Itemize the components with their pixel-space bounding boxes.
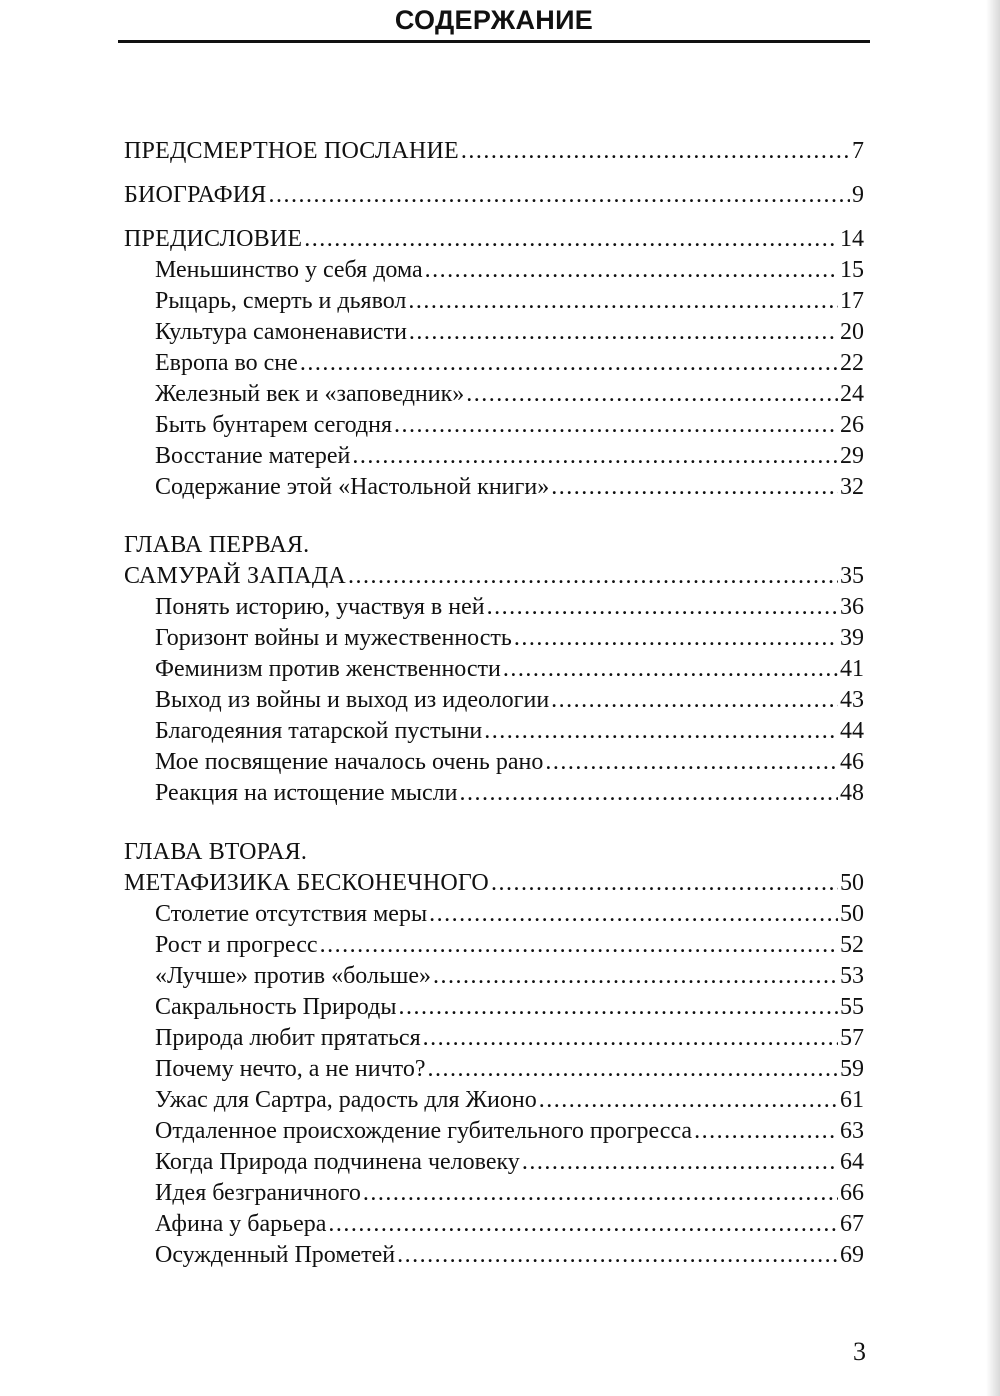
toc-entry-label: Горизонт войны и мужественность: [155, 625, 512, 651]
dot-leader: [694, 1116, 838, 1147]
dot-leader: [429, 899, 838, 930]
toc-entry-preface[interactable]: [124, 224, 864, 255]
toc-entry-label: Благодеяния татарской пустыни: [155, 718, 483, 744]
toc-subentry[interactable]: [155, 1054, 864, 1085]
toc-subentry[interactable]: [155, 348, 864, 379]
dot-leader: [551, 472, 838, 503]
toc-entry-page: 55: [840, 994, 864, 1020]
toc-entry-page: 69: [840, 1242, 864, 1268]
toc-entry-label: Быть бунтарем сегодня: [155, 412, 392, 438]
toc-entry-label: Феминизм против женственности: [155, 656, 501, 682]
toc-entry-page: 17: [840, 288, 864, 314]
toc-entry-page: 39: [840, 625, 864, 651]
toc-subentry[interactable]: [155, 410, 864, 441]
page-number: 3: [853, 1337, 866, 1366]
toc-entry-page: 15: [840, 257, 864, 283]
toc-entry-page: 50: [840, 870, 864, 896]
toc-subentry[interactable]: [155, 961, 864, 992]
dot-leader: [491, 868, 838, 899]
toc-subentry[interactable]: [155, 472, 864, 503]
toc-entry-final-message[interactable]: [124, 136, 864, 167]
dot-leader: [328, 1209, 838, 1240]
toc-subentry[interactable]: [155, 1147, 864, 1178]
toc-subentry[interactable]: [155, 685, 864, 716]
toc-entry-label: Столетие отсутствия меры: [155, 901, 428, 927]
toc-subentry[interactable]: [155, 654, 864, 685]
dot-leader: [320, 930, 838, 961]
dot-leader: [423, 1023, 838, 1054]
toc-entry-label: Мое посвящение началось очень рано: [155, 749, 544, 775]
dot-leader: [514, 623, 838, 654]
dot-leader: [363, 1178, 838, 1209]
dot-leader: [433, 961, 838, 992]
toc-entry-label: Культура самоненависти: [155, 319, 407, 345]
toc-entry-biography[interactable]: [124, 180, 864, 211]
toc-subentry[interactable]: [155, 899, 864, 930]
toc-entry-label: Афина у барьера: [155, 1211, 327, 1237]
toc-entry-chapter-two[interactable]: [124, 868, 864, 899]
dot-leader: [398, 992, 838, 1023]
chapter-one-heading: ГЛАВА ПЕРВАЯ.: [124, 532, 310, 558]
toc-entry-page: 14: [840, 226, 864, 252]
toc-subentry[interactable]: [155, 1023, 864, 1054]
dot-leader: [300, 348, 838, 379]
toc-entry-label: МЕТАФИЗИКА БЕСКОНЕЧНОГО: [124, 870, 489, 896]
toc-entry-page: 63: [840, 1118, 864, 1144]
toc-entry-label: Железный век и «заповедник»: [155, 381, 465, 407]
dot-leader: [428, 1054, 839, 1085]
toc-entry-label: Восстание матерей: [155, 443, 351, 469]
toc-subentry[interactable]: [155, 778, 864, 809]
toc-entry-label: Природа любит прятаться: [155, 1025, 421, 1051]
toc-entry-page: 57: [840, 1025, 864, 1051]
toc-entry-page: 48: [840, 780, 864, 806]
toc-entry-page: 44: [840, 718, 864, 744]
toc-entry-page: 36: [840, 594, 864, 620]
toc-subentry[interactable]: [155, 1240, 864, 1271]
toc-subentry[interactable]: [155, 255, 864, 286]
toc-entry-page: 26: [840, 412, 864, 438]
toc-subentry[interactable]: [155, 930, 864, 961]
toc-entry-page: 41: [840, 656, 864, 682]
toc-entry-label: Сакральность Природы: [155, 994, 397, 1020]
toc-entry-page: 46: [840, 749, 864, 775]
toc-entry-page: 52: [840, 932, 864, 958]
toc-entry-label: САМУРАЙ ЗАПАДА: [124, 563, 346, 589]
dot-leader: [484, 716, 838, 747]
toc-entry-page: 53: [840, 963, 864, 989]
dot-leader: [269, 180, 850, 211]
toc-entry-chapter-one[interactable]: [124, 561, 864, 592]
dot-leader: [425, 255, 838, 286]
toc-entry-page: 29: [840, 443, 864, 469]
dot-leader: [408, 286, 838, 317]
toc-entry-label: Рост и прогресс: [155, 932, 318, 958]
dot-leader: [409, 317, 838, 348]
toc-entry-label: Ужас для Сартра, радость для Жионо: [155, 1087, 537, 1113]
toc-entry-page: 24: [840, 381, 864, 407]
toc-entry-page: 22: [840, 350, 864, 376]
toc-entry-label: Рыцарь, смерть и дьявол: [155, 288, 407, 314]
toc-entry-page: 50: [840, 901, 864, 927]
toc-entry-page: 32: [840, 474, 864, 500]
toc-entry-label: Понять историю, участвуя в ней: [155, 594, 485, 620]
toc-entry-page: 9: [852, 182, 864, 208]
toc-entry-page: 43: [840, 687, 864, 713]
toc-entry-label: Меньшинство у себя дома: [155, 257, 423, 283]
toc-entry-label: ПРЕДСМЕРТНОЕ ПОСЛАНИЕ: [124, 138, 459, 164]
toc-entry-page: 20: [840, 319, 864, 345]
toc-entry-page: 61: [840, 1087, 864, 1113]
toc-subentry[interactable]: [155, 317, 864, 348]
dot-leader: [487, 592, 838, 623]
toc-entry-label: «Лучше» против «больше»: [155, 963, 432, 989]
toc-subentry[interactable]: [155, 1209, 864, 1240]
toc-entry-label: ПРЕДИСЛОВИЕ: [124, 226, 303, 252]
dot-leader: [539, 1085, 838, 1116]
toc-entry-label: Когда Природа подчинена человеку: [155, 1149, 520, 1175]
toc-entry-page: 67: [840, 1211, 864, 1237]
dot-leader: [545, 747, 838, 778]
toc-subentry[interactable]: [155, 1116, 864, 1147]
dot-leader: [352, 441, 838, 472]
dot-leader: [461, 136, 850, 167]
toc-entry-label: Реакция на истощение мысли: [155, 780, 458, 806]
toc-entry-label: Осужденный Прометей: [155, 1242, 396, 1268]
toc-entry-label: БИОГРАФИЯ: [124, 182, 267, 208]
dot-leader: [466, 379, 838, 410]
toc-entry-page: 64: [840, 1149, 864, 1175]
dot-leader: [394, 410, 838, 441]
toc-entry-label: Отдаленное происхождение губительного прогресса: [155, 1118, 693, 1144]
toc-entry-page: 35: [840, 563, 864, 589]
dot-leader: [551, 685, 838, 716]
dot-leader: [348, 561, 838, 592]
page-title: СОДЕРЖАНИЕ: [394, 5, 594, 35]
toc-entry-page: 59: [840, 1056, 864, 1082]
toc-subentry[interactable]: [155, 379, 864, 410]
dot-leader: [397, 1240, 838, 1271]
toc-subentry[interactable]: [155, 441, 864, 472]
toc-entry-label: Выход из войны и выход из идеологии: [155, 687, 550, 713]
toc-entry-label: Почему нечто, а не ничто?: [155, 1056, 426, 1082]
toc-entry-label: Европа во сне: [155, 350, 298, 376]
toc-subentry[interactable]: [155, 747, 864, 778]
toc-subentry[interactable]: [155, 592, 864, 623]
dot-leader: [304, 224, 838, 255]
chapter-two-heading: ГЛАВА ВТОРАЯ.: [124, 839, 308, 865]
dot-leader: [522, 1147, 838, 1178]
toc-entry-page: 7: [852, 138, 864, 164]
toc-entry-label: Содержание этой «Настольной книги»: [155, 474, 550, 500]
toc-subentry[interactable]: [155, 286, 864, 317]
toc-subentry[interactable]: [155, 623, 864, 654]
toc-subentry[interactable]: [155, 992, 864, 1023]
dot-leader: [459, 778, 838, 809]
dot-leader: [503, 654, 838, 685]
toc-subentry[interactable]: [155, 716, 864, 747]
toc-subentry[interactable]: [155, 1085, 864, 1116]
toc-subentry[interactable]: [155, 1178, 864, 1209]
toc-entry-label: Идея безграничного: [155, 1180, 361, 1206]
toc-entry-page: 66: [840, 1180, 864, 1206]
